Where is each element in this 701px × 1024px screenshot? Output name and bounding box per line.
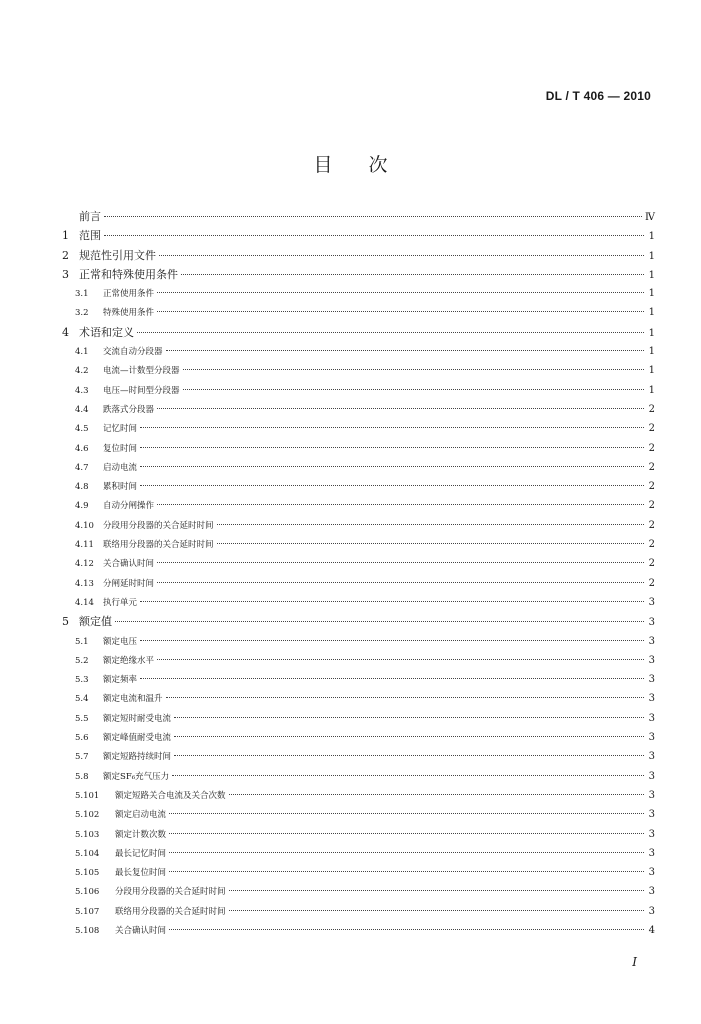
toc-entry[interactable] — [62, 400, 655, 419]
dot-leader — [229, 910, 644, 911]
dot-leader — [169, 813, 644, 814]
toc-entry-label: 最长记忆时间 — [115, 848, 167, 859]
toc-entry[interactable] — [62, 477, 655, 496]
dot-leader — [181, 274, 644, 275]
toc-entry[interactable] — [62, 439, 655, 458]
toc-entry-number: 4.7 — [75, 462, 89, 473]
toc-entry-label: 最长复位时间 — [115, 868, 167, 879]
toc-entry-page: 3 — [648, 828, 655, 840]
standard-code: DL / T 406 — 2010 — [545, 89, 651, 103]
toc-entry-number: 4.4 — [75, 404, 89, 415]
toc-entry-number: 5.8 — [75, 771, 89, 782]
toc-entry-label: 联络用分段器的关合延时时间 — [103, 540, 214, 551]
dot-leader — [157, 292, 644, 293]
toc-entry-number: 4.12 — [75, 559, 94, 570]
toc-entry-label: 自动分闸操作 — [103, 501, 155, 512]
toc-entry-label: 跌落式分段器 — [103, 404, 155, 415]
toc-entry-page: 2 — [648, 481, 655, 493]
title-part-2: 次 — [368, 154, 388, 176]
dot-leader — [174, 736, 644, 737]
toc-entry-number: 5.105 — [75, 868, 100, 879]
dot-leader — [140, 678, 644, 679]
dot-leader — [104, 216, 642, 217]
toc-entry-number: 4.9 — [75, 501, 89, 512]
toc-entry-page: 3 — [648, 712, 655, 724]
toc-entry[interactable] — [62, 207, 655, 226]
toc-entry-number: 5.108 — [75, 925, 100, 936]
toc-entry-page: 1 — [648, 327, 655, 339]
toc-entry-page: 1 — [648, 365, 655, 377]
toc-entry-page: 3 — [648, 770, 655, 782]
dot-leader — [140, 447, 644, 448]
toc-entry-number: 4.10 — [75, 520, 94, 531]
toc-entry-label: 前言 — [79, 210, 101, 223]
toc-entry-number: 3.1 — [75, 289, 89, 300]
toc-entry-page: 2 — [648, 558, 655, 570]
toc-entry[interactable] — [62, 921, 655, 940]
toc-entry[interactable] — [62, 284, 655, 303]
toc-entry-label: 分段用分段器的关合延时时间 — [103, 520, 214, 531]
toc-entry-page: 3 — [648, 635, 655, 647]
page-title — [0, 150, 701, 177]
toc-entry-page: 1 — [648, 250, 655, 262]
toc-entry-number: 5.101 — [75, 790, 100, 801]
toc-entry[interactable] — [62, 593, 655, 612]
toc-entry[interactable] — [62, 805, 655, 824]
toc-entry-number: 1 — [62, 229, 69, 243]
toc-entry-page: 4 — [648, 924, 655, 936]
toc-entry-label: 额定短时耐受电流 — [103, 713, 172, 724]
toc-entry-label: 额定电流和温升 — [103, 694, 163, 705]
title-part-1: 目 — [313, 154, 333, 176]
toc-entry-label: 额定峰值耐受电流 — [103, 733, 172, 744]
dot-leader — [157, 311, 644, 312]
toc-entry-label: 正常和特殊使用条件 — [79, 267, 178, 281]
toc-entry-number: 5.1 — [75, 636, 89, 647]
toc-entry-label: 规范性引用文件 — [79, 248, 156, 262]
dot-leader — [217, 543, 644, 544]
dot-leader — [169, 871, 644, 872]
table-of-contents — [62, 207, 655, 940]
dot-leader — [140, 485, 644, 486]
toc-entry-label: 关合确认时间 — [115, 925, 167, 936]
toc-entry[interactable] — [62, 709, 655, 728]
toc-entry-page: 3 — [648, 789, 655, 801]
toc-entry-number: 4 — [62, 325, 69, 339]
toc-entry-page: 3 — [648, 751, 655, 763]
toc-entry-label: 复位时间 — [103, 443, 138, 454]
toc-entry[interactable] — [62, 226, 655, 245]
dot-leader — [217, 524, 644, 525]
toc-entry-number: 5.107 — [75, 906, 100, 917]
dot-leader — [174, 717, 644, 718]
toc-entry-page: 3 — [648, 847, 655, 859]
toc-entry-page: 2 — [648, 500, 655, 512]
toc-entry[interactable] — [62, 747, 655, 766]
toc-entry[interactable] — [62, 246, 655, 265]
toc-entry-page: Ⅳ — [645, 212, 655, 223]
toc-entry-page: 1 — [648, 231, 655, 243]
dot-leader — [140, 601, 644, 602]
toc-entry-label: 额定计数次数 — [115, 829, 167, 840]
toc-entry-number: 5.7 — [75, 752, 89, 763]
toc-entry-label: 交流自动分段器 — [103, 347, 163, 358]
toc-entry-number: 5.5 — [75, 713, 89, 724]
toc-entry-label: 累积时间 — [103, 482, 138, 493]
toc-entry-page: 3 — [648, 809, 655, 821]
toc-entry-label: 记忆时间 — [103, 424, 138, 435]
toc-entry-page: 2 — [648, 577, 655, 589]
toc-entry-number: 4.11 — [75, 540, 94, 551]
toc-entry-number: 4.6 — [75, 443, 89, 454]
toc-entry-number: 4.3 — [75, 385, 89, 396]
dot-leader — [104, 235, 644, 236]
toc-entry[interactable] — [62, 535, 655, 554]
toc-entry-number: 4.2 — [75, 366, 89, 377]
toc-entry[interactable] — [62, 902, 655, 921]
toc-entry-label: 额定SF₆充气压力 — [103, 771, 170, 782]
toc-entry-page: 3 — [648, 617, 655, 629]
dot-leader — [157, 562, 644, 563]
dot-leader — [140, 466, 644, 467]
toc-entry-page: 3 — [648, 867, 655, 879]
toc-entry-label: 额定频率 — [103, 675, 138, 686]
toc-entry-label: 额定短路关合电流及关合次数 — [115, 790, 226, 801]
toc-entry-page: 2 — [648, 442, 655, 454]
dot-leader — [157, 504, 644, 505]
toc-entry[interactable] — [62, 381, 655, 400]
toc-entry-label: 电流—计数型分段器 — [103, 366, 180, 377]
toc-entry-label: 额定值 — [79, 615, 112, 629]
toc-entry[interactable] — [62, 863, 655, 882]
toc-entry-label: 额定启动电流 — [115, 810, 167, 821]
toc-entry[interactable] — [62, 689, 655, 708]
toc-entry-number: 5.4 — [75, 694, 89, 705]
toc-entry-label: 分闸延时时间 — [103, 578, 155, 589]
toc-entry-label: 联络用分段器的关合延时时间 — [115, 906, 226, 917]
dot-leader — [115, 621, 644, 622]
toc-entry[interactable] — [62, 825, 655, 844]
toc-entry-label: 额定电压 — [103, 636, 138, 647]
toc-entry-number: 3.2 — [75, 308, 89, 319]
toc-entry-page: 3 — [648, 654, 655, 666]
toc-entry[interactable] — [62, 786, 655, 805]
toc-entry[interactable] — [62, 516, 655, 535]
toc-entry-number: 2 — [62, 248, 69, 262]
toc-entry-label: 范围 — [79, 229, 101, 243]
toc-entry-page: 1 — [648, 384, 655, 396]
toc-entry-label: 电压—时间型分段器 — [103, 385, 180, 396]
dot-leader — [166, 350, 644, 351]
toc-entry[interactable] — [62, 767, 655, 786]
toc-entry-number: 5.104 — [75, 848, 100, 859]
toc-entry-page: 3 — [648, 732, 655, 744]
toc-entry-label: 额定短路持续时间 — [103, 752, 172, 763]
dot-leader — [159, 255, 644, 256]
toc-entry-number: 5.3 — [75, 675, 89, 686]
toc-entry-label: 启动电流 — [103, 462, 138, 473]
dot-leader — [183, 389, 644, 390]
toc-entry-page: 2 — [648, 403, 655, 415]
toc-entry-number: 4.1 — [75, 347, 89, 358]
toc-entry[interactable] — [62, 844, 655, 863]
dot-leader — [166, 697, 644, 698]
toc-entry[interactable] — [62, 574, 655, 593]
toc-entry-number: 5.106 — [75, 887, 100, 898]
toc-entry-page: 3 — [648, 693, 655, 705]
dot-leader — [169, 852, 644, 853]
toc-entry-label: 正常使用条件 — [103, 289, 155, 300]
dot-leader — [183, 369, 644, 370]
toc-entry-page: 1 — [648, 269, 655, 281]
toc-entry-number: 5.2 — [75, 655, 89, 666]
toc-entry[interactable] — [62, 496, 655, 515]
toc-entry[interactable] — [62, 342, 655, 361]
toc-entry-label: 分段用分段器的关合延时时间 — [115, 887, 226, 898]
toc-entry-number: 5.102 — [75, 810, 100, 821]
toc-entry-number: 4.5 — [75, 424, 89, 435]
toc-entry-number: 3 — [62, 267, 69, 281]
dot-leader — [137, 332, 644, 333]
toc-entry-label: 关合确认时间 — [103, 559, 155, 570]
page-number: I — [632, 955, 637, 969]
toc-entry[interactable] — [62, 632, 655, 651]
toc-entry-label: 执行单元 — [103, 597, 138, 608]
toc-entry-page: 2 — [648, 461, 655, 473]
dot-leader — [169, 929, 644, 930]
toc-entry-number: 5.6 — [75, 733, 89, 744]
dot-leader — [157, 659, 644, 660]
dot-leader — [169, 833, 644, 834]
toc-entry[interactable] — [62, 728, 655, 747]
toc-entry-page: 1 — [648, 288, 655, 300]
toc-entry[interactable] — [62, 554, 655, 573]
toc-entry-number: 4.8 — [75, 482, 89, 493]
dot-leader — [140, 427, 644, 428]
toc-entry[interactable] — [62, 612, 655, 631]
toc-entry-number: 4.13 — [75, 578, 94, 589]
dot-leader — [157, 582, 644, 583]
toc-entry-page: 3 — [648, 596, 655, 608]
toc-entry-label: 额定绝缘水平 — [103, 655, 155, 666]
dot-leader — [157, 408, 644, 409]
toc-entry[interactable] — [62, 670, 655, 689]
toc-entry-page: 2 — [648, 539, 655, 551]
dot-leader — [140, 640, 644, 641]
toc-entry-page: 3 — [648, 886, 655, 898]
dot-leader — [172, 775, 644, 776]
toc-entry-label: 特殊使用条件 — [103, 308, 155, 319]
toc-entry-page: 2 — [648, 519, 655, 531]
toc-entry-page: 3 — [648, 674, 655, 686]
toc-entry-number: 5.103 — [75, 829, 100, 840]
toc-entry[interactable] — [62, 265, 655, 284]
toc-entry-number: 5 — [62, 615, 69, 629]
toc-entry-page: 1 — [648, 307, 655, 319]
toc-entry[interactable] — [62, 651, 655, 670]
toc-entry[interactable] — [62, 882, 655, 901]
toc-entry-label: 术语和定义 — [79, 325, 134, 339]
toc-entry[interactable] — [62, 303, 655, 322]
toc-entry[interactable] — [62, 323, 655, 342]
toc-entry-page: 1 — [648, 346, 655, 358]
toc-entry[interactable] — [62, 419, 655, 438]
toc-entry-page: 3 — [648, 905, 655, 917]
toc-entry[interactable] — [62, 458, 655, 477]
dot-leader — [174, 755, 644, 756]
toc-entry[interactable] — [62, 361, 655, 380]
dot-leader — [229, 890, 644, 891]
toc-entry-page: 2 — [648, 423, 655, 435]
dot-leader — [229, 794, 644, 795]
toc-entry-number: 4.14 — [75, 597, 94, 608]
